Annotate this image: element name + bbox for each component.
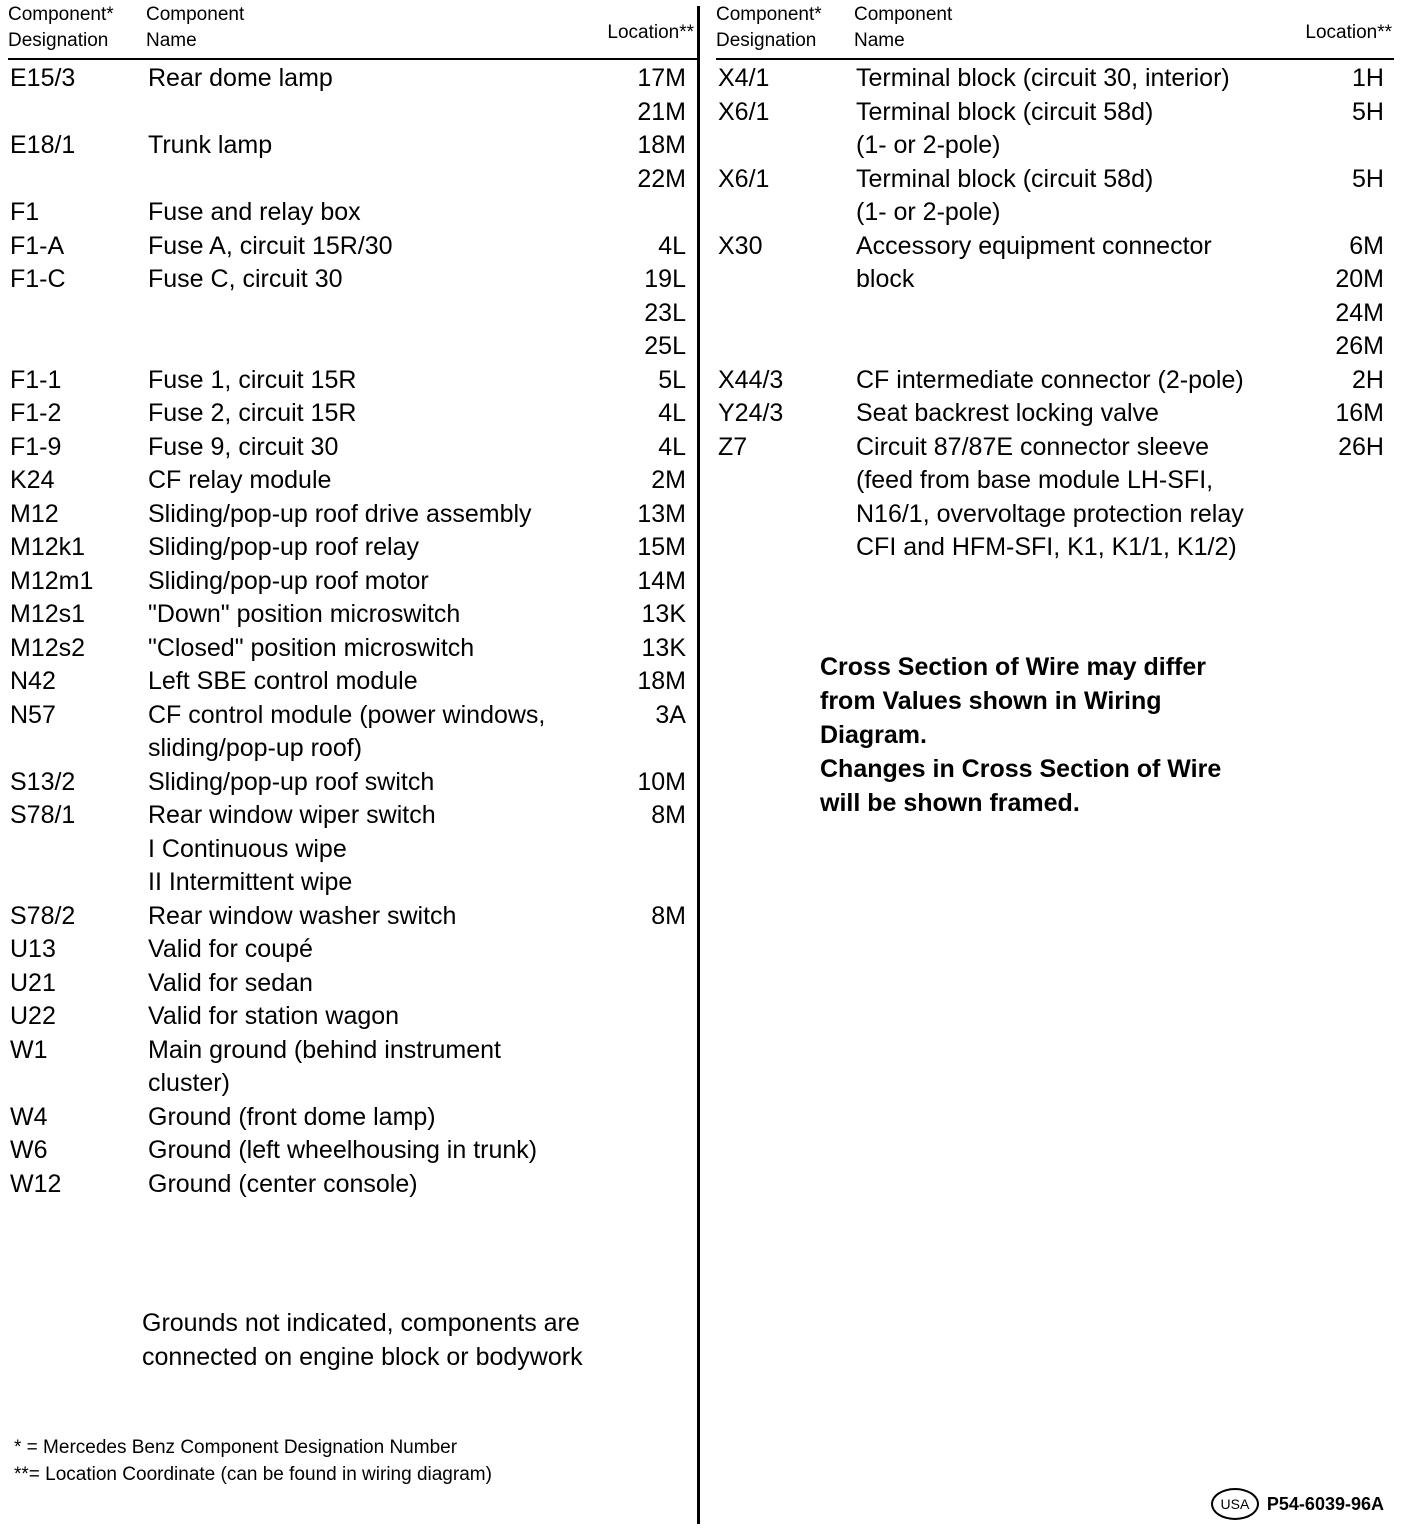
location-coordinate: 21M — [637, 97, 686, 126]
component-designation: M12s1 — [10, 600, 86, 628]
location-coordinate: 26H — [1338, 432, 1384, 461]
location-cell — [637, 665, 686, 699]
location-coordinate: 13K — [641, 633, 686, 662]
location-coordinate: 16M — [1335, 399, 1384, 427]
location-cell — [658, 230, 686, 264]
name-header-line1: Component — [854, 4, 953, 25]
component-designation: X4/1 — [718, 64, 770, 92]
component-name-line: Sliding/pop-up roof switch — [148, 767, 435, 796]
header-rule — [8, 58, 698, 60]
component-name-line: Sliding/pop-up roof drive assembly — [148, 499, 532, 528]
component-name — [148, 397, 694, 431]
component-name-line: I Continuous wipe — [148, 834, 347, 863]
location-cell — [1352, 364, 1384, 398]
component-name-line: CFI and HFM-SFI, K1, K1/1, K1/2) — [856, 533, 1237, 561]
component-name — [148, 1101, 694, 1135]
table-row — [8, 1000, 694, 1034]
location-cell — [642, 598, 686, 632]
component-name-line: (feed from base module LH-SFI, — [856, 466, 1214, 494]
component-name-line: Rear window wiper switch — [148, 801, 436, 829]
component-name — [856, 431, 1392, 565]
component-designation: X30 — [718, 231, 763, 260]
component-designation: Y24/3 — [718, 399, 784, 427]
component-name-line: Fuse A, circuit 15R/30 — [148, 231, 393, 260]
location-cell — [637, 531, 686, 565]
component-name-line: block — [856, 265, 915, 293]
table-row — [8, 1134, 694, 1168]
component-designation: N57 — [10, 700, 56, 729]
component-name-line: CF relay module — [148, 466, 332, 494]
location-coordinate: 3A — [655, 700, 686, 729]
component-name-line: Main ground (behind instrument — [148, 1035, 501, 1064]
table-row — [8, 933, 694, 967]
table-row — [8, 565, 694, 599]
document-number: P54-6039-96A — [1266, 1493, 1384, 1514]
location-cell — [637, 565, 686, 599]
component-designation: M12m1 — [10, 566, 94, 595]
component-designation: W4 — [10, 1102, 48, 1131]
table-row — [8, 498, 694, 532]
table-row — [8, 598, 694, 632]
component-name — [148, 62, 694, 129]
component-name — [148, 900, 694, 934]
component-designation: W12 — [10, 1169, 62, 1198]
location-cell — [651, 799, 686, 833]
table-row — [716, 230, 1392, 364]
component-name-line: "Closed" position microswitch — [148, 633, 475, 662]
location-coordinate: 13M — [637, 499, 686, 528]
component-name-line: II Intermittent wipe — [148, 868, 353, 896]
location-cell — [1338, 431, 1384, 465]
component-designation: M12k1 — [10, 533, 86, 561]
location-cell — [658, 364, 686, 398]
location-cell — [1352, 163, 1384, 197]
component-name-line: Rear dome lamp — [148, 64, 333, 92]
component-name-line: Fuse 1, circuit 15R — [148, 365, 357, 394]
location-coordinate: 13K — [641, 600, 686, 628]
table-row — [8, 397, 694, 431]
component-name-line: N16/1, overvoltage protection relay — [856, 499, 1244, 528]
column-divider — [697, 6, 700, 1524]
component-name — [148, 263, 694, 364]
component-designation: F1-2 — [10, 399, 62, 427]
cross-note-line: Changes in Cross Section of Wire — [820, 755, 1222, 783]
component-name-line: Valid for sedan — [148, 968, 313, 997]
component-name-line: Sliding/pop-up roof motor — [148, 566, 429, 595]
component-name-line: Ground (left wheelhousing in trunk) — [148, 1136, 538, 1164]
location-coordinate: 6M — [1349, 231, 1384, 260]
table-row — [8, 699, 694, 766]
component-designation: X44/3 — [718, 365, 784, 394]
location-coordinate: 4L — [658, 399, 686, 427]
table-row — [8, 1034, 694, 1101]
location-cell — [1352, 62, 1384, 96]
location-coordinate: 5H — [1352, 97, 1384, 126]
component-name — [856, 62, 1392, 96]
cross-note-line: Diagram. — [820, 721, 927, 749]
component-name-line: Fuse C, circuit 30 — [148, 265, 343, 293]
component-name-line: Ground (front dome lamp) — [148, 1102, 436, 1131]
location-cell — [642, 632, 686, 666]
location-cell — [1335, 397, 1384, 431]
left-header — [8, 0, 694, 58]
usa-badge: USA — [1211, 1488, 1259, 1520]
component-designation: X6/1 — [718, 164, 770, 193]
location-coordinate: 5H — [1352, 164, 1384, 193]
location-cell — [655, 699, 686, 733]
location-cell — [658, 431, 686, 465]
location-cell — [644, 263, 686, 364]
location-cell — [1335, 230, 1384, 364]
table-row — [8, 196, 694, 230]
component-name — [148, 933, 694, 967]
component-name-line: Terminal block (circuit 30, interior) — [856, 64, 1230, 92]
location-coordinate: 14M — [637, 566, 686, 595]
component-designation: U21 — [10, 968, 56, 997]
location-cell — [1352, 96, 1384, 130]
footnote-designation: * = Mercedes Benz Component Designation Number — [14, 1437, 458, 1458]
right-header — [716, 0, 1392, 58]
table-row — [716, 163, 1392, 230]
table-row — [8, 1168, 694, 1202]
table-row — [716, 96, 1392, 163]
component-designation: S13/2 — [10, 767, 76, 796]
component-name-line: Valid for station wagon — [148, 1002, 400, 1030]
location-coordinate: 1H — [1352, 64, 1384, 92]
component-name — [148, 766, 694, 800]
component-name — [148, 665, 694, 699]
component-name — [148, 699, 694, 766]
component-name — [148, 632, 694, 666]
table-row — [8, 62, 694, 129]
left-rows — [8, 62, 694, 1201]
component-name-line — [148, 297, 694, 331]
table-row — [8, 632, 694, 666]
component-name-line: Fuse and relay box — [148, 198, 361, 226]
component-name-line: cluster) — [148, 1069, 230, 1097]
location-coordinate: 22M — [637, 164, 686, 193]
table-row — [8, 967, 694, 1001]
table-row — [8, 464, 694, 498]
component-name-line: "Down" position microswitch — [148, 600, 461, 628]
table-row — [8, 263, 694, 364]
table-row — [716, 397, 1392, 431]
name-header — [854, 2, 952, 54]
name-header-line1: Component — [146, 4, 245, 25]
table-row — [716, 364, 1392, 398]
cross-section-note — [820, 650, 1340, 820]
component-name — [856, 163, 1392, 230]
component-name — [856, 230, 1392, 364]
component-name-line: Circuit 87/87E connector sleeve — [856, 432, 1209, 461]
component-designation: F1-1 — [10, 365, 62, 394]
location-header: Location** — [1305, 22, 1392, 43]
component-name-line: Left SBE control module — [148, 667, 418, 695]
component-designation: X6/1 — [718, 97, 770, 126]
table-row — [716, 62, 1392, 96]
location-coordinate: 15M — [637, 533, 686, 561]
table-row — [8, 129, 694, 196]
designation-header — [8, 2, 114, 54]
component-name-line: Fuse 2, circuit 15R — [148, 399, 357, 427]
component-name-line: CF control module (power windows, — [148, 700, 546, 729]
designation-header — [716, 2, 822, 54]
location-coordinate: 17M — [637, 64, 686, 92]
component-name — [856, 397, 1392, 431]
designation-header-line2: Designation — [716, 30, 817, 51]
name-header-line2: Name — [854, 30, 905, 51]
component-name-line: Valid for coupé — [148, 935, 313, 963]
table-row — [8, 766, 694, 800]
component-name — [856, 364, 1392, 398]
component-designation: M12s2 — [10, 633, 86, 662]
location-coordinate: 18M — [637, 667, 686, 695]
component-designation: W1 — [10, 1035, 48, 1064]
header-rule — [716, 58, 1394, 60]
component-name-line: Rear window washer switch — [148, 901, 457, 930]
component-name-line: Sliding/pop-up roof relay — [148, 533, 419, 561]
location-cell — [637, 129, 686, 196]
component-designation: Z7 — [718, 432, 748, 461]
component-name — [148, 565, 694, 599]
location-coordinate: 8M — [651, 801, 686, 829]
designation-header-line1: Component* — [716, 4, 822, 25]
component-designation: F1 — [10, 198, 40, 226]
designation-header-line1: Component* — [8, 4, 114, 25]
component-designation: U13 — [10, 935, 56, 963]
component-name — [148, 1168, 694, 1202]
component-name-line: CF intermediate connector (2-pole) — [856, 365, 1244, 394]
location-coordinate: 5L — [658, 365, 686, 394]
component-name-line: Terminal block (circuit 58d) — [856, 97, 1154, 126]
component-name-line — [856, 330, 1392, 364]
component-name-line: Trunk lamp — [148, 131, 273, 159]
component-name-line — [148, 163, 694, 197]
location-coordinate: 2M — [651, 466, 686, 494]
grounds-note: Grounds not indicated, components are connected on engine block or bodywork — [142, 1309, 583, 1371]
location-header: Location** — [607, 22, 694, 43]
location-coordinate: 4L — [658, 432, 686, 461]
component-name — [148, 230, 694, 264]
component-designation: S78/1 — [10, 801, 76, 829]
location-coordinate: 4L — [658, 231, 686, 260]
location-coordinate: 18M — [637, 131, 686, 159]
component-name-line: (1- or 2-pole) — [856, 131, 1001, 159]
component-name-line: Accessory equipment connector — [856, 231, 1212, 260]
component-name — [148, 531, 694, 565]
component-designation: E15/3 — [10, 64, 76, 92]
location-cell — [651, 464, 686, 498]
table-row — [8, 799, 694, 900]
component-name — [148, 799, 694, 900]
document-reference — [1211, 1488, 1384, 1520]
table-row — [8, 1101, 694, 1135]
component-name — [148, 1034, 694, 1101]
name-header-line2: Name — [146, 30, 197, 51]
designation-header-line2: Designation — [8, 30, 109, 51]
component-name-line — [148, 330, 694, 364]
component-designation: W6 — [10, 1136, 48, 1164]
component-name-line: Seat backrest locking valve — [856, 399, 1159, 427]
right-column — [716, 0, 1392, 561]
component-name-line: Terminal block (circuit 58d) — [856, 164, 1154, 193]
component-name — [148, 498, 694, 532]
component-designation: F1-9 — [10, 432, 62, 461]
location-coordinate: 23L — [644, 298, 686, 327]
location-cell — [637, 498, 686, 532]
component-name-line — [856, 297, 1392, 331]
location-cell — [651, 900, 686, 934]
component-name — [856, 96, 1392, 163]
cross-note-line: from Values shown in Wiring — [820, 687, 1162, 715]
location-coordinate: 24M — [1335, 298, 1384, 327]
component-designation: F1-C — [10, 265, 66, 293]
component-name-line: (1- or 2-pole) — [856, 198, 1001, 226]
component-name — [148, 196, 694, 230]
component-name-line: sliding/pop-up roof) — [148, 734, 363, 762]
location-coordinate: 8M — [651, 901, 686, 930]
component-name — [148, 129, 694, 196]
location-cell — [637, 62, 686, 129]
location-coordinate: 25L — [644, 332, 686, 360]
table-row — [8, 230, 694, 264]
component-designation: K24 — [10, 466, 55, 494]
name-header — [146, 2, 244, 54]
component-name — [148, 1134, 694, 1168]
table-row — [8, 431, 694, 465]
component-name-line: Fuse 9, circuit 30 — [148, 432, 339, 461]
component-name — [148, 598, 694, 632]
right-rows — [716, 62, 1392, 565]
table-row — [8, 531, 694, 565]
location-cell — [637, 766, 686, 800]
left-column — [8, 0, 694, 1198]
cross-note-line: Cross Section of Wire may differ — [820, 653, 1206, 681]
component-designation: M12 — [10, 499, 59, 528]
location-cell — [658, 397, 686, 431]
component-designation: F1-A — [10, 231, 65, 260]
component-name — [148, 1000, 694, 1034]
location-coordinate: 20M — [1335, 265, 1384, 293]
component-designation: U22 — [10, 1002, 56, 1030]
location-coordinate: 2H — [1352, 365, 1384, 394]
cross-note-line: will be shown framed. — [820, 789, 1080, 817]
table-row — [8, 900, 694, 934]
component-name — [148, 464, 694, 498]
location-coordinate: 19L — [644, 265, 686, 293]
component-name-line — [148, 96, 694, 130]
component-name — [148, 431, 694, 465]
table-row — [716, 431, 1392, 565]
table-row — [8, 364, 694, 398]
table-row — [8, 665, 694, 699]
location-coordinate: 26M — [1335, 332, 1384, 360]
component-name-line: Ground (center console) — [148, 1169, 418, 1198]
footnotes — [14, 1434, 492, 1488]
footnote-location: **= Location Coordinate (can be found in wiring diagram) — [14, 1464, 492, 1485]
component-designation: S78/2 — [10, 901, 76, 930]
component-name — [148, 364, 694, 398]
component-designation: E18/1 — [10, 131, 76, 159]
component-name — [148, 967, 694, 1001]
location-coordinate: 10M — [637, 767, 686, 796]
component-designation: N42 — [10, 667, 56, 695]
